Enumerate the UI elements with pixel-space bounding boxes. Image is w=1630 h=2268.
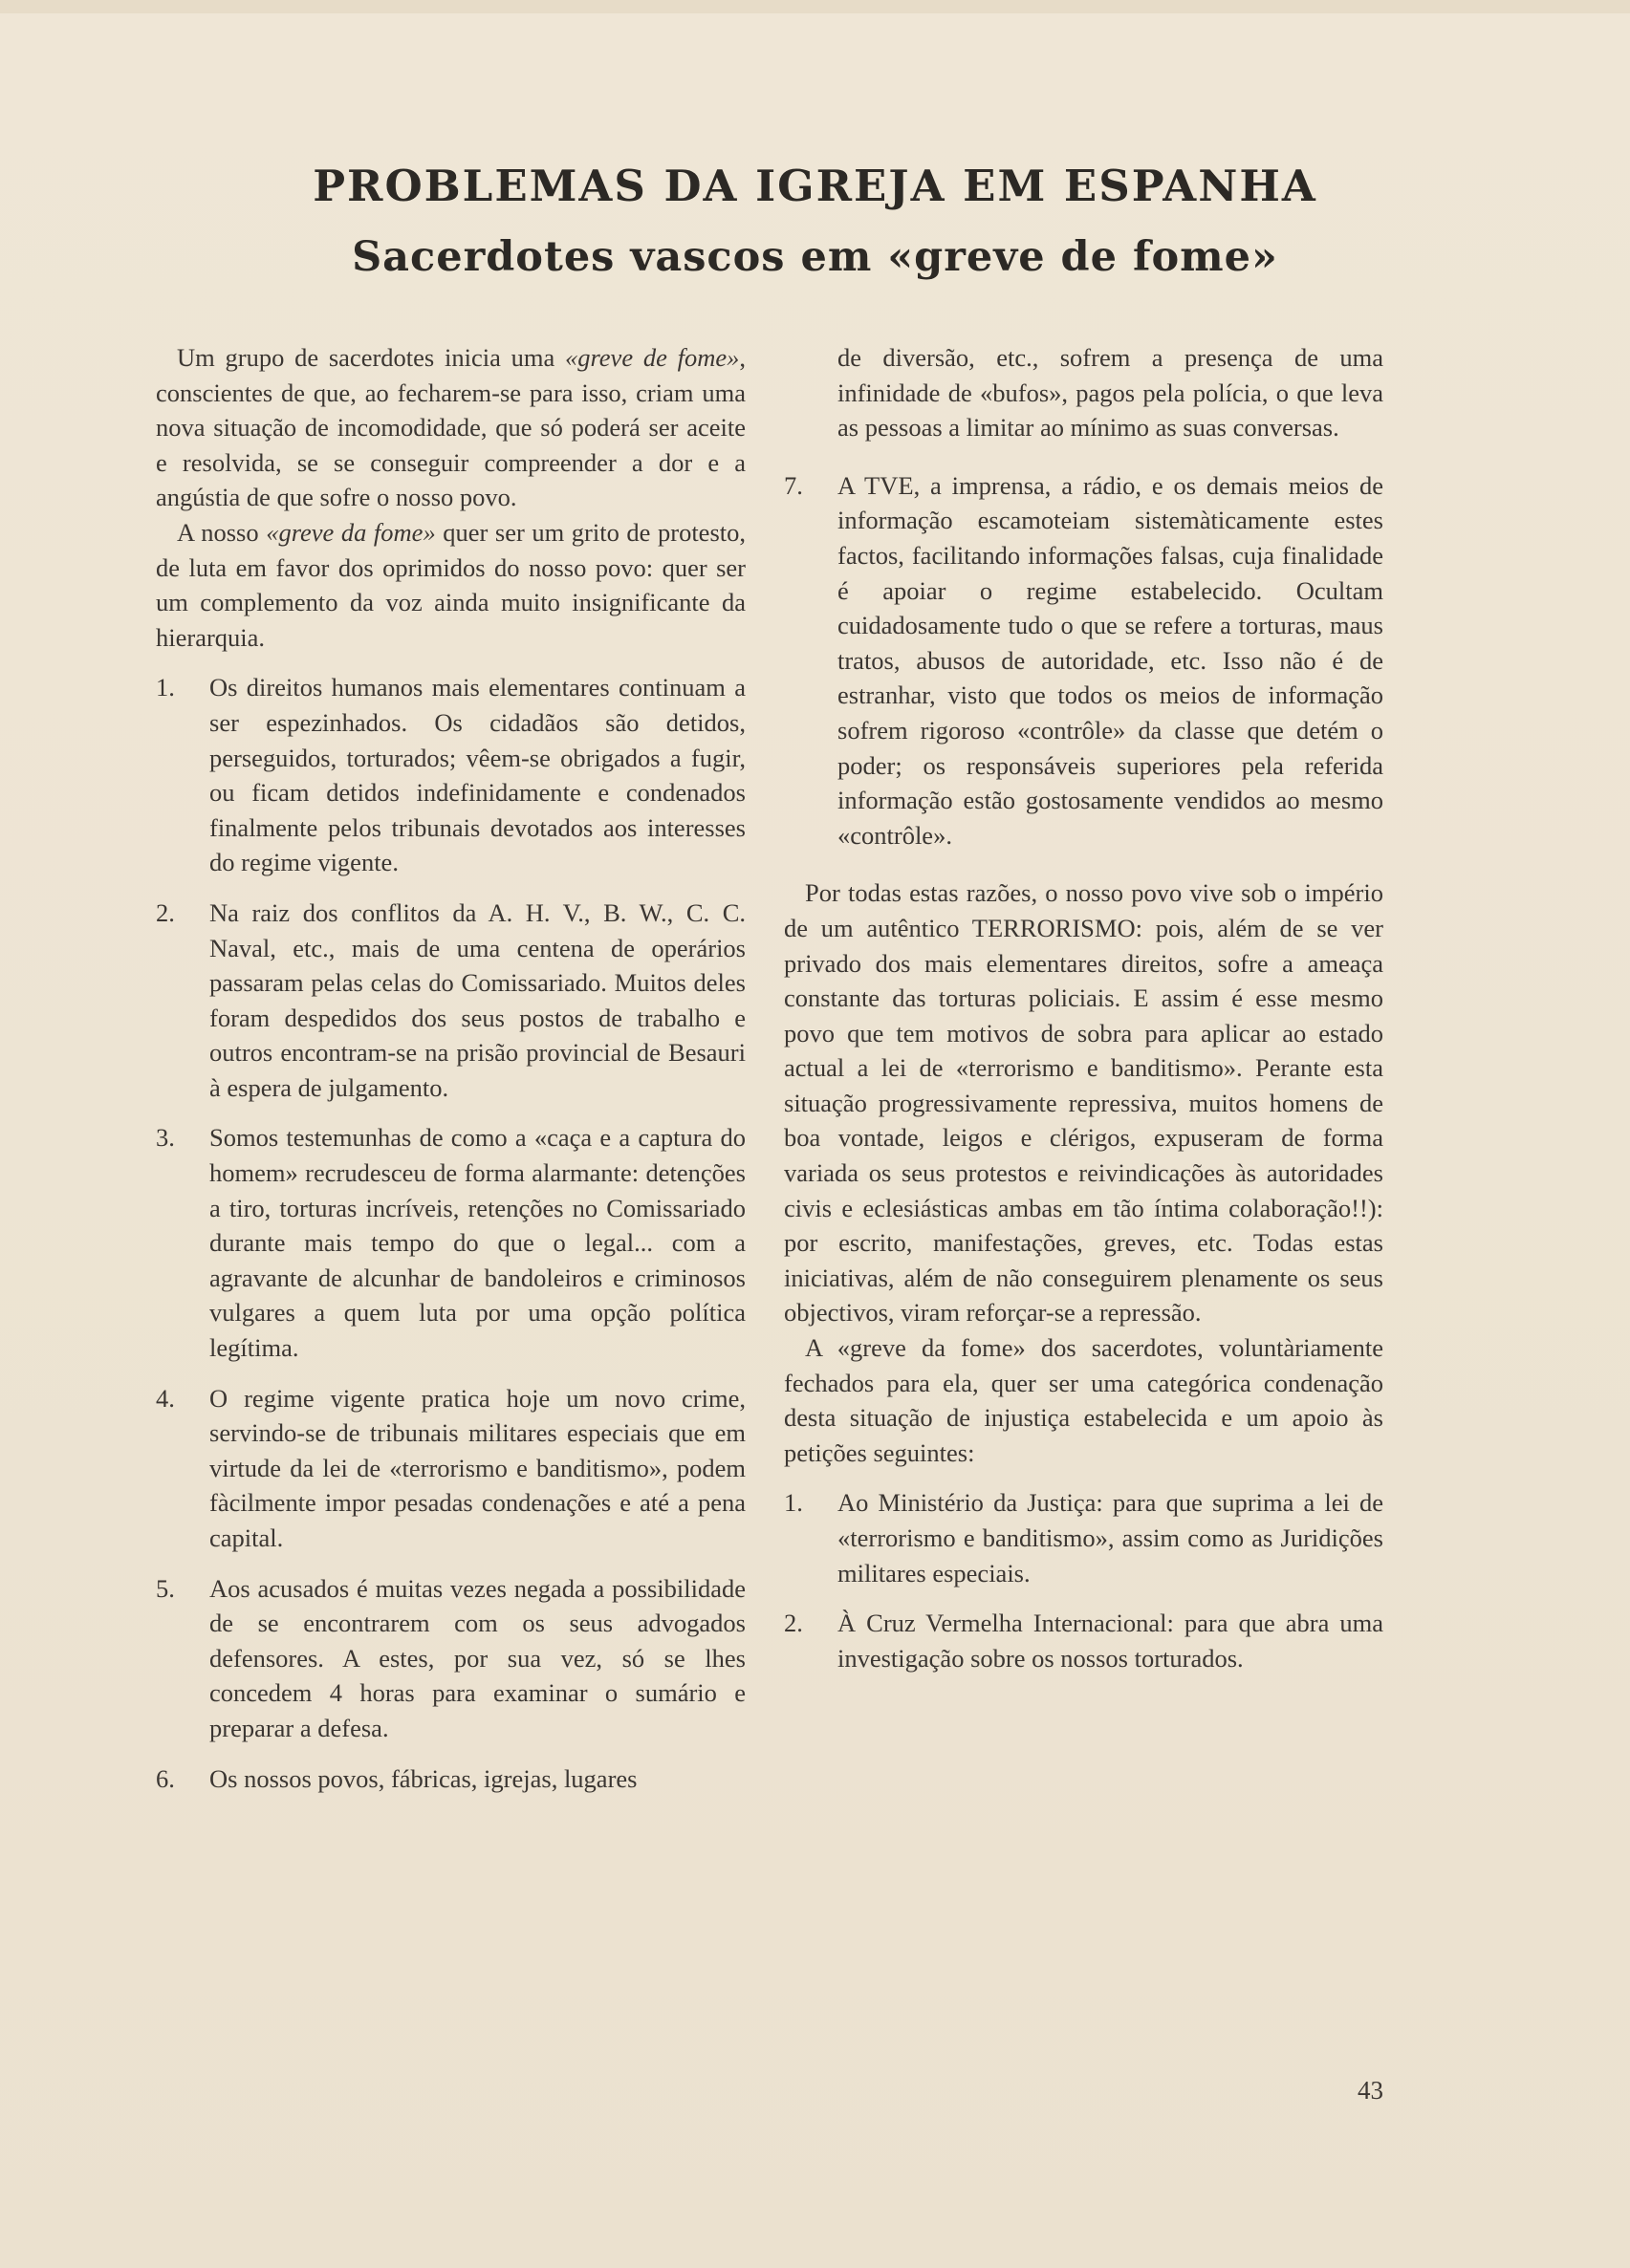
list-item-6: 6. Os nossos povos, fábricas, igrejas, lugares (156, 1763, 638, 1793)
list-item-2: 2. Na raiz dos conflitos da A. H. V., B. W., C. C. Naval, etc., mais de uma centena de operários passaram pelas celas do Comissariado. Muitos deles foram despedidos dos seus postos de trabalho e outros encontram-se na prisão provincial de Besauri à espera de julgamento. (156, 897, 746, 1102)
list-item-5: 5. Aos acusados é muitas vezes negada a possibilidade de se encontrarem com os seus advogados defensores. A estes, por sua vez, só se lhes concedem 4 horas para examinar o sumário e preparar a defesa. (156, 1573, 746, 1742)
list-item-4: 4. O regime vigente pratica hoje um novo crime, servindo-se de tribunais militares especiais que em virtude da lei de «terrorismo e banditismo», podem fàcilmente impor pesadas condenações e até a pena capital. (156, 1383, 746, 1552)
intro-paragraph-1: Um grupo de sacerdotes inicia uma «greve de fome», conscientes de que, ao fecharem-se para isso, criam uma nova situação de incomodidade, que só poderá ser aceite e resolvida, se se conseguir compreender a dor e a angústia de que sofre o nosso povo. (156, 343, 746, 512)
page-subtitle: Sacerdotes vascos em «greve de fome» (352, 233, 1278, 281)
terrorism-paragraph: Por todas estas razões, o nosso povo vive sob o império de um autêntico TERRORISMO: pois, além de se ver privado dos mais elementares direitos, sofre a ameaça constante das torturas policiais. E assim é esse mesmo povo que tem motivos de sobra para aplicar ao estado actual a lei de «terrorismo e banditismo». Perante esta situação progressivamente repressiva, muitos homens de boa vontade, leigos e clérigos, expuseram de forma variada os seus protestos e reivindicações às autoridades civis e eclesiásticas ambas em tão íntima colaboração!!): por escrito, manifestações, greves, etc. Todas estas iniciativas, além de não conseguirem plenamente os seus objectivos, viram reforçar-se a repressão. (784, 878, 1383, 1328)
hunger-strike-paragraph: A «greve da fome» dos sacerdotes, voluntàriamente fechados para ela, quer ser uma categórica condenação desta situação de injustiça estabelecida e um apoio às petições seguintes: (784, 1333, 1383, 1467)
petition-item-1: 1. Ao Ministério da Justiça: para que suprima a lei de «terrorismo e banditismo», assim como as Juridições militares especiais. (784, 1488, 1383, 1588)
petition-item-2: 2. À Cruz Vermelha Internacional: para que abra uma investigação sobre os nossos torturados. (784, 1609, 1383, 1673)
intro-paragraph-2: A nosso «greve da fome» quer ser um grito de protesto, de luta em favor dos oprimidos do nosso povo: quer ser um complemento da voz ainda muito insignificante da hierarquia. (156, 517, 746, 652)
list-item-7: 7. A TVE, a imprensa, a rádio, e os demais meios de informação escamoteiam sistemàticamente estes factos, facilitando informações falsas, cuja finalidade é apoiar o regime estabelecido. Ocultam cuidadosamente tudo o que se refere a torturas, maus tratos, abusos de autoridade, etc. Isso não é de estranhar, visto que todos os meios de informação sofrem rigoroso «contrôle» da classe que detém o poder; os responsáveis superiores pela referida informação estão gostosamente vendidos ao mesmo «contrôle». (784, 470, 1383, 850)
page-title: PROBLEMAS DA IGREJA EM ESPANHA (313, 161, 1317, 211)
list-item-1: 1. Os direitos humanos mais elementares continuam a ser espezinhados. Os cidadãos são detidos, perseguidos, torturados; vêem-se obrigados a fugir, ou ficam detidos indefinidamente e condenados finalmente pelos tribunais devotados aos interesses do regime vigente. (156, 673, 746, 877)
list-item-6-continuation: de diversão, etc., sofrem a presença de uma infinidade de «bufos», pagos pela polícia, o que leva as pessoas a limitar ao mínimo as suas conversas. (837, 343, 1383, 443)
list-item-3: 3. Somos testemunhas de como a «caça e a captura do homem» recrudesceu de forma alarmante: detenções a tiro, torturas incríveis, retenções no Comissariado durante mais tempo do que o legal... com a agravante de alcunhar de bandoleiros e criminosos vulgares a quem luta por uma opção política legítima. (156, 1123, 746, 1363)
left-column (156, 340, 746, 1796)
right-column (784, 340, 1383, 1675)
page-number: 43 (1358, 2076, 1383, 2105)
page-top-edge (0, 0, 1630, 13)
